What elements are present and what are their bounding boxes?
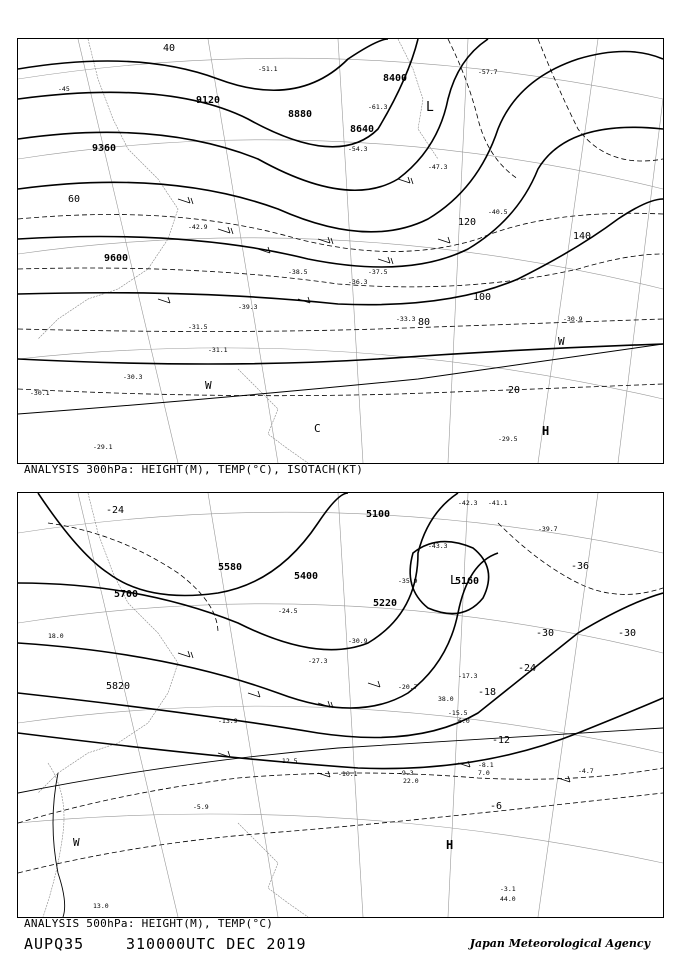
- temp-sample: -43.3: [428, 542, 448, 550]
- caption-300hpa: ANALYSIS 300hPa: HEIGHT(M), TEMP(°C), ISOTACH(KT): [24, 463, 364, 476]
- isotach-label: 140: [573, 231, 592, 242]
- isotach-label: 20: [508, 385, 521, 396]
- wind-barbs: [158, 177, 450, 303]
- temp-sample: -17.3: [458, 672, 478, 680]
- temp-sample: -45: [58, 85, 70, 93]
- temp-sample: -3.1: [500, 885, 516, 893]
- temp-sample: 13.0: [93, 902, 109, 910]
- height-label: 5160: [455, 576, 480, 587]
- isotach-label: 120: [458, 217, 477, 228]
- temp-sample: -13.9: [218, 717, 238, 725]
- isotach-label: 100: [473, 292, 492, 303]
- height-label: 8400: [383, 73, 408, 84]
- map-300hpa-svg: [18, 39, 663, 463]
- high-center-label: H: [446, 838, 454, 852]
- warm-center-label: W: [205, 379, 212, 392]
- graticule: [18, 39, 663, 463]
- temp-sample: -42.9: [188, 223, 208, 231]
- temp-sample: -38.5: [288, 268, 308, 276]
- height-label: 9600: [104, 253, 129, 264]
- cold-center-label: C: [314, 422, 321, 435]
- temp-sample: -41.1: [488, 499, 508, 507]
- temp-label: -6: [490, 801, 503, 812]
- temp-sample: -20.7: [398, 683, 418, 691]
- valid-time: 310000UTC DEC 2019: [126, 935, 307, 953]
- temp-sample: -57.7: [478, 68, 498, 76]
- height-label: 5580: [218, 562, 243, 573]
- temp-label: -24: [518, 663, 537, 674]
- height-label: 5220: [373, 598, 398, 609]
- isotach-label: 40: [163, 43, 176, 54]
- temp-sample: -24.5: [278, 607, 298, 615]
- temp-sample: -10.1: [338, 770, 358, 778]
- agency-name: Japan Meteorological Agency: [469, 937, 650, 950]
- map-300hpa: [17, 38, 664, 464]
- height-label: 9360: [92, 143, 117, 154]
- low-center-label: L: [450, 573, 458, 587]
- temp-label: -24: [106, 505, 125, 516]
- height-label: 5400: [294, 571, 319, 582]
- temp-sample: -27.3: [308, 657, 328, 665]
- temp-sample: -39.7: [538, 525, 558, 533]
- caption-500hpa: ANALYSIS 500hPa: HEIGHT(M), TEMP(°C): [24, 917, 274, 930]
- map-500hpa: [17, 492, 664, 918]
- temp-sample: -30.1: [30, 389, 50, 397]
- temp-sample: -8.1: [478, 761, 494, 769]
- temp-sample: -42.3: [458, 499, 478, 507]
- temp-sample: -12.5: [278, 757, 298, 765]
- temp-sample: 6.0: [458, 717, 470, 725]
- temp-sample: -37.5: [368, 268, 388, 276]
- height-label: 9120: [196, 95, 221, 106]
- warm-center-label: W: [558, 335, 565, 348]
- warm-center-label: W: [73, 836, 80, 849]
- temp-label: -18: [478, 687, 497, 698]
- temp-solid: [18, 728, 663, 917]
- temp-label: -30: [536, 628, 555, 639]
- temp-sample: 44.0: [500, 895, 516, 903]
- temp-sample: -29.1: [93, 443, 113, 451]
- temp-sample: -30.3: [123, 373, 143, 381]
- temp-sample: -51.1: [258, 65, 278, 73]
- temp-sample: -31.1: [208, 346, 228, 354]
- temp-sample: -40.5: [488, 208, 508, 216]
- temp-sample: -47.3: [428, 163, 448, 171]
- temp-sample: -36.3: [348, 278, 368, 286]
- temp-sample: -5.9: [193, 803, 209, 811]
- height-label: 5700: [114, 589, 139, 600]
- height-label: 8640: [350, 124, 375, 135]
- height-label: 5100: [366, 509, 391, 520]
- map-500hpa-svg: [18, 493, 663, 917]
- temp-sample: -29.5: [498, 435, 518, 443]
- temp-sample: -30.9: [348, 637, 368, 645]
- high-center-label: H: [542, 424, 550, 438]
- temp-sample: -4.7: [578, 767, 594, 775]
- temp-sample: -31.5: [188, 323, 208, 331]
- low-center-label: L: [426, 100, 434, 115]
- isotach-label: 60: [68, 194, 81, 205]
- isotach-label: 80: [418, 317, 431, 328]
- height-label: 8880: [288, 109, 313, 120]
- temp-sample: -54.3: [348, 145, 368, 153]
- chart-code: AUPQ35: [24, 935, 85, 953]
- temp-sample: 7.0: [478, 769, 490, 777]
- temp-label: -12: [492, 735, 511, 746]
- temp-sample: -61.3: [368, 103, 388, 111]
- temp-label: -30: [618, 628, 637, 639]
- temp-sample: -39.3: [238, 303, 258, 311]
- temp-sample: -35.9: [398, 577, 418, 585]
- height-label: 5820: [106, 681, 131, 692]
- temp-contours: [18, 523, 663, 873]
- temp-label: -36: [571, 561, 590, 572]
- temp-sample: -15.5: [448, 709, 468, 717]
- temp-sample: -9.3: [398, 769, 414, 777]
- temp-sample: -33.3: [396, 315, 416, 323]
- temp-sample: -30.9: [563, 315, 583, 323]
- temp-sample: 18.0: [48, 632, 64, 640]
- temp-sample: 22.0: [403, 777, 419, 785]
- temp-sample: 38.0: [438, 695, 454, 703]
